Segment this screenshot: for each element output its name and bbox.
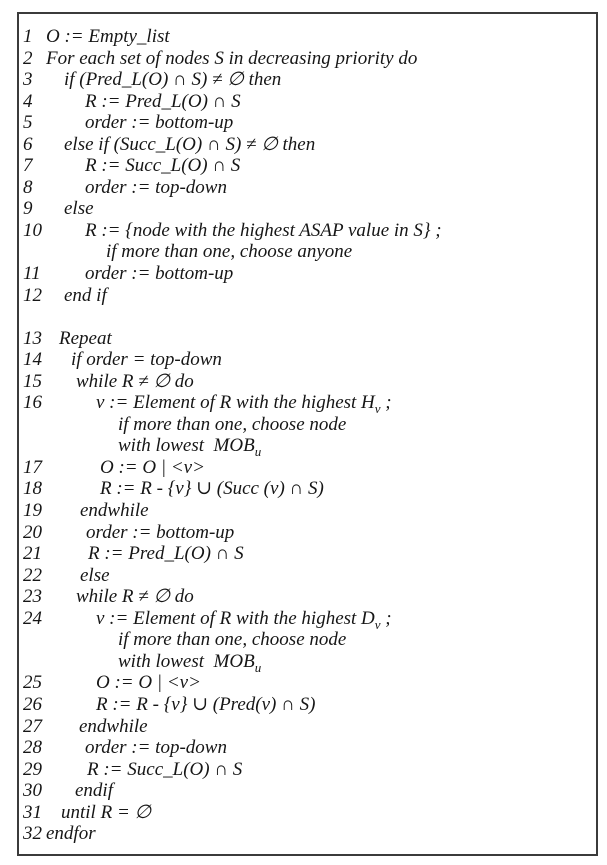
line-number: 9 (23, 198, 33, 220)
line-number: 16 (23, 392, 42, 414)
line-number: 25 (23, 672, 42, 694)
line-text: endwhile (80, 500, 149, 522)
line-text: if more than one, choose node (118, 413, 347, 435)
code-line (23, 716, 596, 738)
code-line (23, 457, 596, 479)
line-number: 2 (23, 47, 33, 69)
code-line (23, 802, 596, 824)
line-number: 3 (23, 69, 33, 91)
line-number: 18 (23, 478, 42, 500)
code-line (23, 435, 596, 460)
line-text: until R = ∅ (61, 801, 152, 823)
line-text: O := O | <v> (96, 672, 201, 694)
code-line (23, 349, 596, 371)
line-text: For each set of nodes S in decreasing priority do (46, 47, 418, 69)
line-number: 1 (23, 26, 33, 47)
code-line (23, 134, 596, 156)
line-number: 23 (23, 586, 42, 608)
line-number: 22 (23, 564, 42, 586)
line-text: order := bottom-up (85, 112, 234, 134)
line-text: R := Succ_L(O) ∩ S (85, 155, 241, 177)
line-number: 21 (23, 543, 42, 565)
code-line (23, 263, 596, 285)
code-line (23, 26, 596, 48)
code-line (23, 69, 596, 91)
line-text: else if (Succ_L(O) ∩ S) ≠ ∅ then (64, 133, 316, 155)
line-number: 26 (23, 693, 42, 715)
code-line (23, 651, 596, 673)
line-text: Repeat (59, 327, 112, 349)
line-text: O := Empty_list (46, 26, 170, 47)
line-text: while R ≠ ∅ do (76, 586, 194, 608)
code-line (23, 155, 596, 177)
line-number: 32 (23, 823, 42, 845)
line-number: 5 (23, 112, 33, 134)
line-text: R := Succ_L(O) ∩ S (87, 758, 243, 780)
line-number: 31 (23, 801, 42, 823)
line-number: 8 (23, 176, 33, 198)
line-text: order := bottom-up (85, 263, 234, 285)
line-text: R := Pred_L(O) ∩ S (85, 90, 241, 112)
line-number: 6 (23, 133, 33, 155)
code-line (23, 112, 596, 134)
code-line (23, 220, 596, 242)
code-line (23, 241, 596, 263)
line-number: 27 (23, 715, 42, 737)
code-line (23, 414, 596, 436)
line-text: with lowest $MOB_u$ (118, 650, 262, 675)
code-line (23, 48, 596, 70)
code-line (23, 478, 596, 500)
code-line (23, 629, 596, 651)
line-number: 24 (23, 607, 42, 629)
line-number: 29 (23, 758, 42, 780)
line-text: if (Pred_L(O) ∩ S) ≠ ∅ then (64, 69, 282, 91)
code-line (23, 737, 596, 759)
line-number: 4 (23, 90, 33, 112)
code-line (23, 672, 596, 694)
code-line (23, 522, 596, 544)
line-text: R := {node with the highest ASAP value in S} ; (85, 219, 442, 241)
line-number: 28 (23, 737, 42, 759)
line-text: if more than one, choose node (118, 629, 347, 651)
line-text: if order = top-down (71, 349, 222, 371)
code-line (23, 198, 596, 220)
line-text: with lowest $MOB_u$ (118, 435, 262, 460)
code-line (23, 91, 596, 113)
code-line (23, 500, 596, 522)
code-line (23, 823, 596, 845)
line-text: endfor (46, 823, 96, 845)
line-text: else (64, 198, 94, 220)
code-line (23, 543, 596, 565)
pseudocode-lines (19, 14, 596, 845)
line-text: order := top-down (85, 737, 227, 759)
line-number: 13 (23, 327, 42, 349)
line-number: 19 (23, 500, 42, 522)
code-line (23, 392, 596, 417)
line-text: else (80, 564, 110, 586)
pseudocode-box (17, 12, 598, 856)
line-number: 10 (23, 219, 42, 241)
line-text: order := bottom-up (86, 521, 235, 543)
line-number: 17 (23, 456, 42, 478)
code-line (23, 586, 596, 608)
line-number: 12 (23, 284, 42, 306)
code-line (23, 608, 596, 630)
line-text: R := Pred_L(O) ∩ S (88, 543, 244, 565)
code-line (23, 694, 596, 716)
code-line (23, 780, 596, 802)
code-line (23, 285, 596, 307)
line-number: 30 (23, 780, 42, 802)
code-line (23, 759, 596, 781)
line-text: endif (75, 780, 113, 802)
line-number: 15 (23, 370, 42, 392)
line-text: endwhile (79, 715, 148, 737)
line-number: 14 (23, 349, 42, 371)
code-line (23, 177, 596, 199)
line-text: R := R - {v} ∪ (Pred(v) ∩ S) (96, 693, 316, 715)
code-line (23, 371, 596, 393)
line-text: R := R - {v} ∪ (Succ (v) ∩ S) (100, 478, 324, 500)
line-text: end if (64, 284, 107, 306)
line-text: v := Element of R with the highest $H_v$ ; (96, 392, 392, 417)
line-number: 20 (23, 521, 42, 543)
line-text: O := O | <v> (100, 456, 205, 478)
line-number: 7 (23, 155, 33, 177)
line-text: while R ≠ ∅ do (76, 370, 194, 392)
code-line (23, 565, 596, 587)
blank-line (23, 306, 596, 328)
line-text: v := Element of R with the highest $D_v$ ; (96, 607, 392, 632)
line-text: if more than one, choose anyone (106, 241, 353, 263)
line-number: 11 (23, 263, 41, 285)
line-text: order := top-down (85, 176, 227, 198)
code-line (23, 328, 596, 350)
